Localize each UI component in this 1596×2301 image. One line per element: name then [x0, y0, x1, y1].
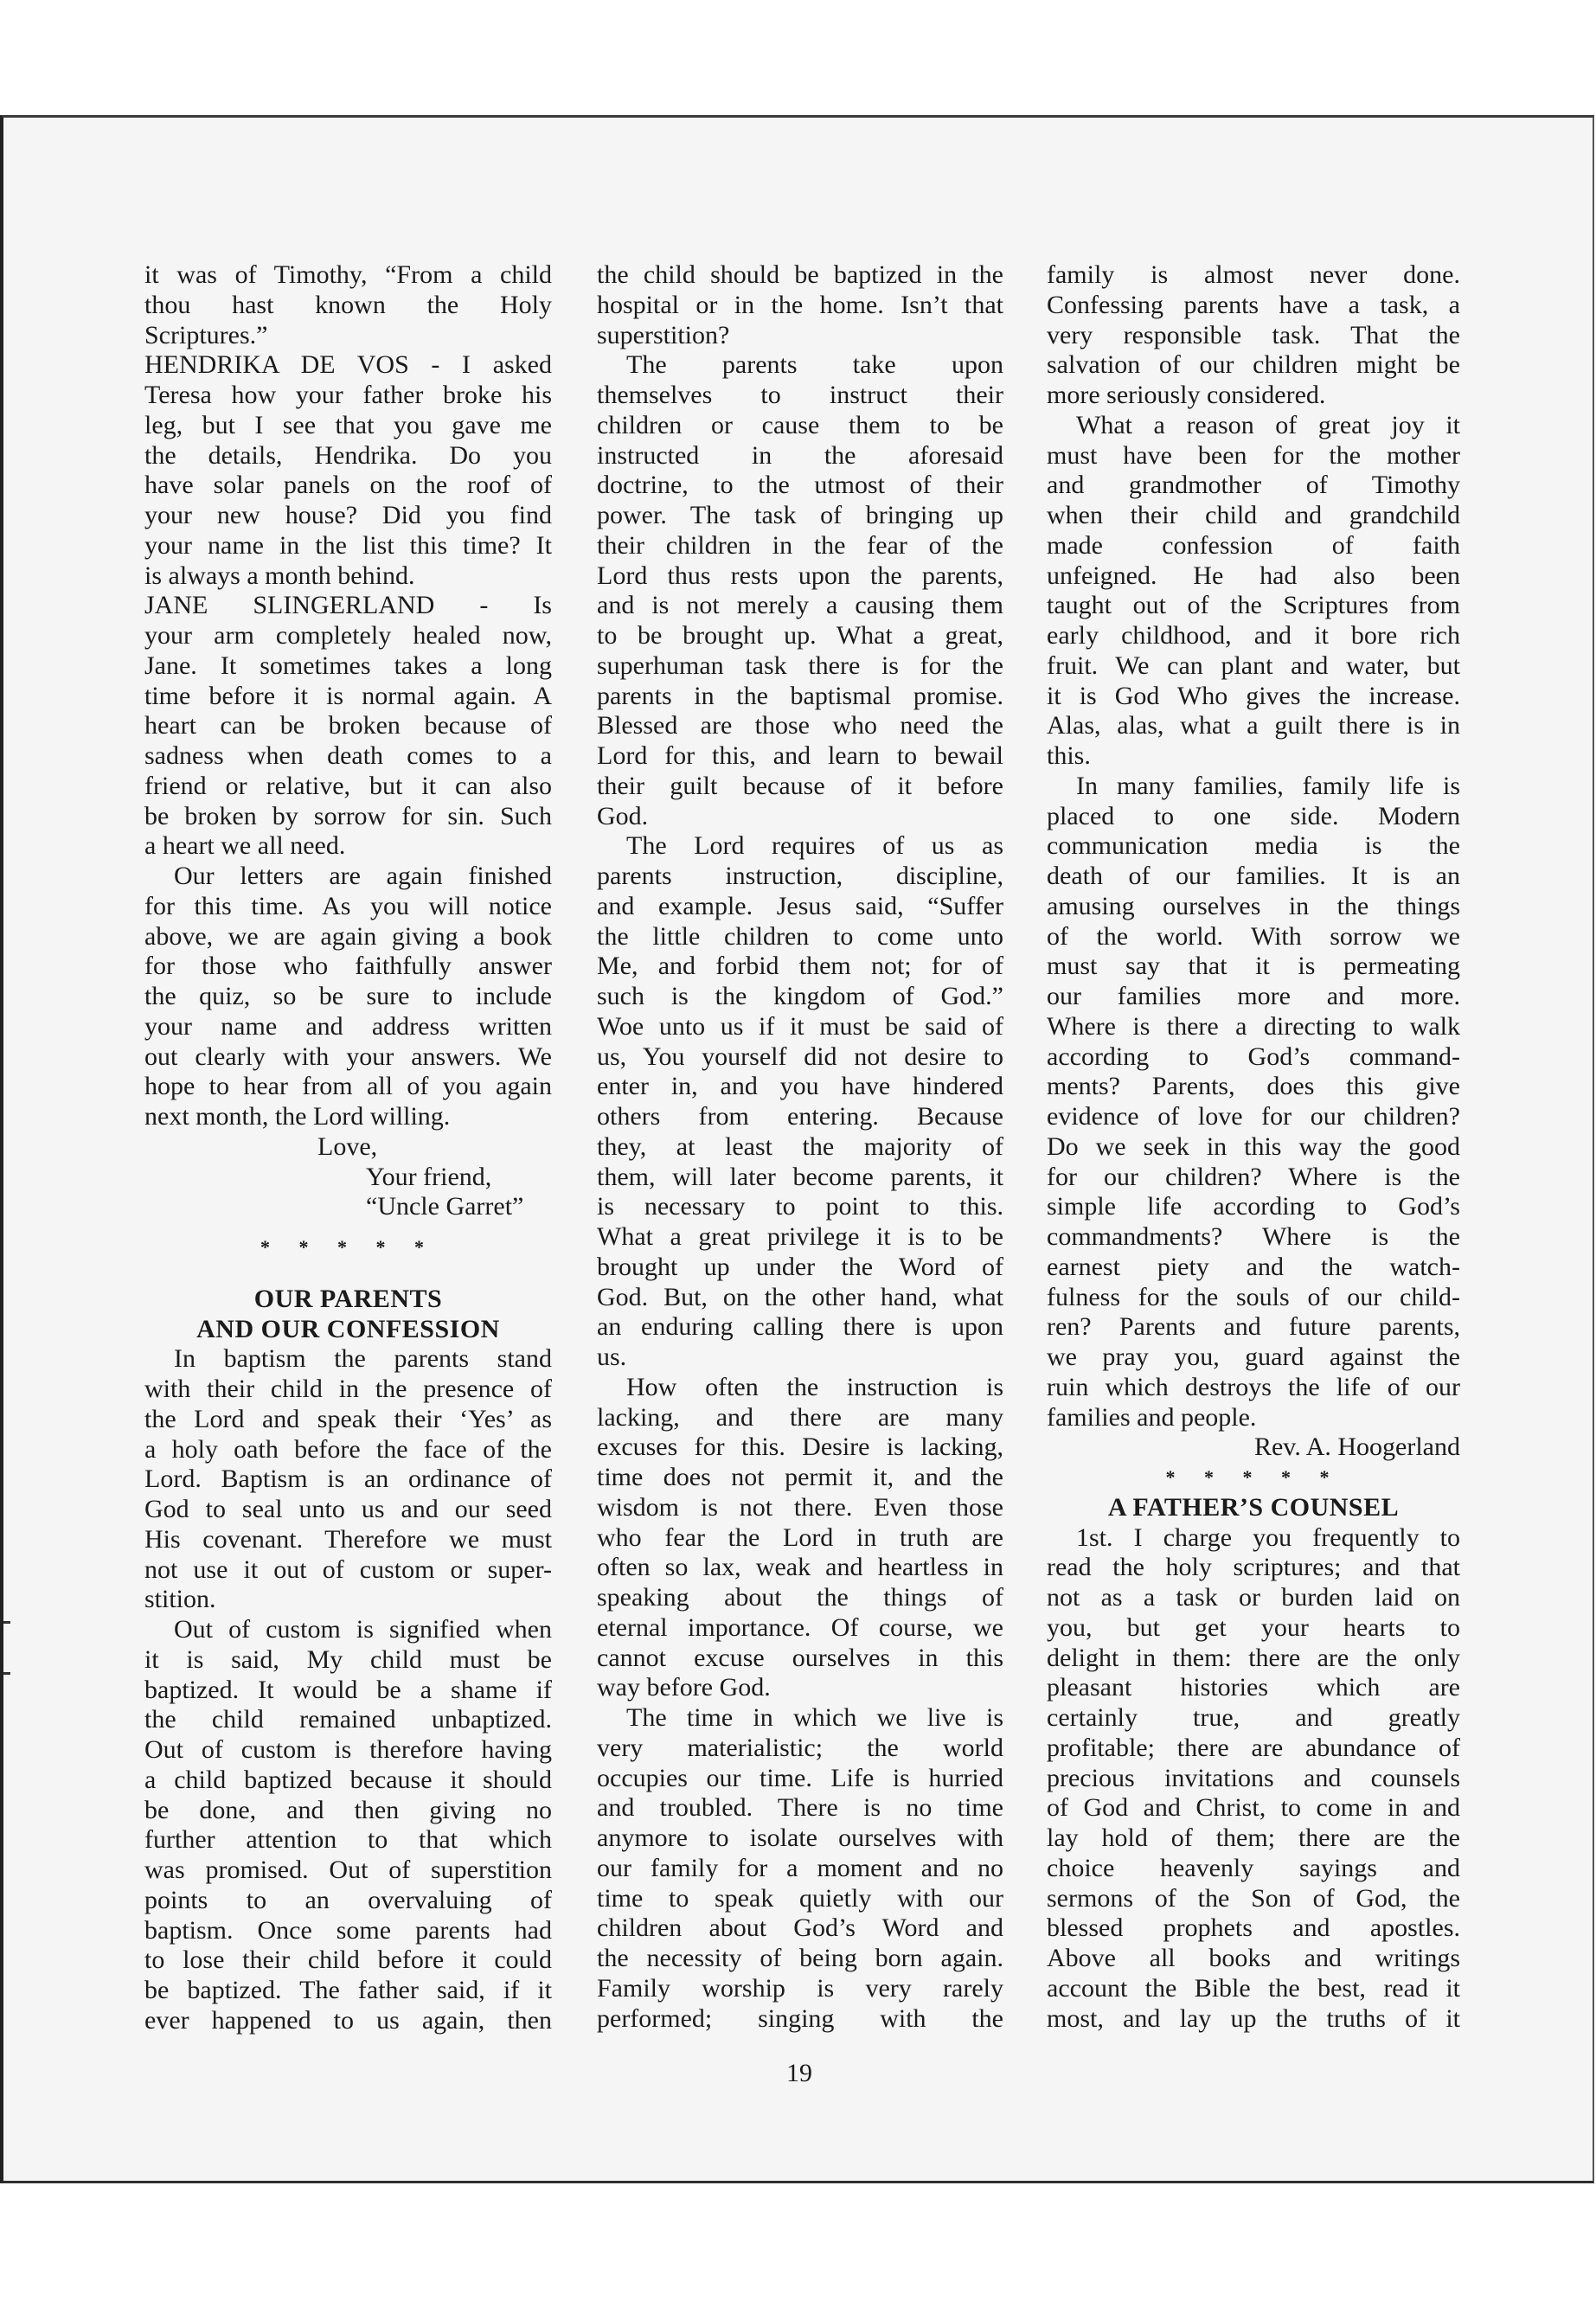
text-line: it is said, My child must be [144, 1644, 552, 1674]
text-line: performed; singing with the [597, 2003, 1003, 2033]
text-line: power. The task of bringing up [597, 501, 1003, 529]
text-line: earnest piety and the watch- [1047, 1252, 1460, 1281]
text-line: Confessing parents have a task, a [1047, 290, 1460, 319]
text-line: next month, the Lord willing. [144, 1102, 451, 1131]
text-line: for our children? Where is the [1047, 1162, 1460, 1191]
text-line: 1st. I charge you frequently to [1076, 1522, 1460, 1552]
text-line: God. But, on the other hand, what [597, 1282, 1003, 1311]
text-line: amusing ourselves in the things [1047, 891, 1460, 920]
text-line: out clearly with your answers. We [144, 1042, 552, 1071]
text-line: early childhood, and it bore rich [1047, 621, 1460, 650]
text-line: you, but get your hearts to [1047, 1612, 1460, 1642]
text-line: cannot excuse ourselves in this [597, 1643, 1003, 1672]
text-line: evidence of love for our children? [1047, 1102, 1460, 1131]
text-line: Our letters are again finished [174, 862, 552, 890]
text-line: further attention to that which [144, 1825, 552, 1855]
text-line: friend or relative, but it can also [144, 771, 552, 800]
text-line: instructed in the aforesaid [597, 440, 1003, 470]
text-line: it is God Who gives the increase. [1047, 681, 1460, 710]
text-line: when their child and grandchild [1047, 501, 1460, 529]
page-number: 19 [786, 2059, 812, 2087]
section-heading: A FATHER’S COUNSEL [1107, 1492, 1400, 1522]
text-line: Jane. It sometimes takes a long [144, 651, 552, 680]
text-line: your new house? Did you find [144, 501, 552, 529]
text-line: Lord. Baptism is an ordinance of [144, 1465, 552, 1494]
text-line: not use it out of custom or super- [144, 1554, 552, 1584]
text-line: In many families, family life is [1076, 771, 1460, 800]
text-line: doctrine, to the utmost of their [597, 471, 1003, 500]
text-line: the little children to come unto [597, 921, 1003, 951]
text-line: our family for a moment and no [597, 1853, 1003, 1882]
text-line: commandments? Where is the [1047, 1222, 1460, 1251]
text-line: Teresa how your father broke his [144, 381, 552, 409]
text-line: we pray you, guard against the [1047, 1343, 1460, 1371]
text-line: precious invitations and counsels [1047, 1763, 1460, 1792]
text-line: baptism. Once some parents had [144, 1915, 552, 1945]
text-line: leg, but I see that you gave me [144, 410, 552, 439]
text-line: Where is there a directing to walk [1047, 1011, 1460, 1041]
text-line: What a reason of great joy it [1076, 410, 1460, 439]
text-line: points to an overvaluing of [144, 1885, 552, 1914]
letter-closing: Your friend, [366, 1162, 492, 1191]
text-line: our families more and more. [1047, 982, 1460, 1010]
text-line: us. [597, 1343, 627, 1371]
text-line: the details, Hendrika. Do you [144, 440, 552, 470]
text-line: Me, and forbid them not; for of [597, 952, 1003, 981]
text-line: for those who faithfully answer [144, 952, 552, 981]
text-line: read the holy scriptures; and that [1047, 1553, 1460, 1582]
text-line: salvation of our children might be [1047, 350, 1460, 380]
text-line: pleasant histories which are [1047, 1673, 1460, 1702]
text-line: is always a month behind. [144, 561, 415, 590]
section-heading: AND OUR CONFESSION [196, 1314, 500, 1343]
text-line: they, at least the majority of [597, 1131, 1003, 1161]
text-line: the necessity of being born again. [597, 1944, 1003, 1972]
text-line: family is almost never done. [1047, 260, 1460, 289]
section-heading: OUR PARENTS [253, 1284, 443, 1313]
text-line: choice heavenly sayings and [1047, 1853, 1460, 1882]
text-line: anymore to isolate ourselves with [597, 1823, 1003, 1852]
text-line: a child baptized because it should [144, 1765, 552, 1794]
text-line: and example. Jesus said, “Suffer [597, 891, 1003, 920]
text-line: speaking about the things of [597, 1583, 1003, 1612]
text-line: heart can be broken because of [144, 711, 552, 740]
text-line: made confession of faith [1047, 530, 1460, 560]
text-line: to lose their child before it could [144, 1945, 552, 1975]
text-line: must have been for the mother [1047, 440, 1460, 470]
text-line: a heart we all need. [144, 831, 346, 861]
text-line: ments? Parents, does this give [1047, 1072, 1460, 1101]
text-line: parents in the baptismal promise. [597, 681, 1003, 710]
text-line: of the world. With sorrow we [1047, 921, 1460, 951]
text-line: who fear the Lord in truth are [597, 1522, 1003, 1552]
text-line: How often the instruction is [626, 1372, 1003, 1401]
text-line: death of our families. It is an [1047, 862, 1460, 890]
text-line: God. [597, 801, 649, 830]
text-line: Woe unto us if it must be said of [597, 1011, 1003, 1041]
text-line: not as a task or burden laid on [1047, 1583, 1460, 1612]
text-line: blessed prophets and apostles. [1047, 1913, 1460, 1943]
text-line: and grandmother of Timothy [1047, 471, 1460, 500]
text-line: lacking, and there are many [597, 1402, 1003, 1432]
text-line: ever happened to us again, then [144, 2005, 552, 2035]
text-line: time before it is normal again. A [144, 681, 552, 710]
scanned-page [0, 115, 1594, 2183]
text-line: superstition? [597, 320, 730, 349]
text-line: Blessed are those who need the [597, 711, 1003, 740]
text-line: Do we seek in this way the good [1047, 1131, 1460, 1161]
text-line: is necessary to point to this. [597, 1192, 1003, 1221]
text-line: us, You yourself did not desire to [597, 1042, 1003, 1071]
text-line: with their child in the presence of [144, 1375, 552, 1403]
text-line: be baptized. The father said, if it [144, 1976, 552, 2004]
text-line: be done, and then giving no [144, 1795, 552, 1824]
text-line: hospital or in the home. Isn’t that [597, 290, 1003, 319]
text-line: others from entering. Because [597, 1102, 1003, 1131]
text-line: His covenant. Therefore we must [144, 1524, 552, 1554]
text-line: Family worship is very rarely [597, 1973, 1003, 2003]
text-line: What a great privilege it is to be [597, 1222, 1003, 1251]
text-line: to be brought up. What a great, [597, 621, 1003, 650]
letter-closing: Love, [317, 1131, 378, 1161]
text-line: ren? Parents and future parents, [1047, 1312, 1460, 1342]
text-line: the Lord and speak their ‘Yes’ as [144, 1404, 552, 1433]
text-line: The parents take upon [626, 350, 1003, 380]
text-line: Scriptures.” [144, 320, 268, 349]
text-line: profitable; there are abundance of [1047, 1733, 1460, 1762]
text-line: lay hold of them; there are the [1047, 1823, 1460, 1852]
text-line: must say that it is permeating [1047, 952, 1460, 981]
text-line: Out of custom is signified when [174, 1615, 552, 1644]
text-line: placed to one side. Modern [1047, 801, 1460, 830]
text-line: superhuman task there is for the [597, 651, 1003, 680]
text-line: delight in them: there are the only [1047, 1643, 1460, 1672]
text-line: for this time. As you will notice [144, 891, 552, 920]
text-line: baptized. It would be a shame if [144, 1675, 552, 1704]
text-line: account the Bible the best, read it [1047, 1973, 1460, 2003]
text-line: children or cause them to be [597, 410, 1003, 439]
text-line: enter in, and you have hindered [597, 1072, 1003, 1101]
text-line: a holy oath before the face of the [144, 1434, 552, 1464]
text-line: them, will later become parents, it [597, 1162, 1003, 1191]
text-line: it was of Timothy, “From a child [144, 260, 552, 289]
text-line: your name and address written [144, 1011, 552, 1041]
section-separator-stars: * * * * * [260, 1236, 436, 1258]
text-line: ruin which destroys the life of our [1047, 1372, 1460, 1401]
text-line: families and people. [1047, 1402, 1257, 1432]
text-line: most, and lay up the truths of it [1047, 2003, 1460, 2033]
text-line: Lord thus rests upon the parents, [597, 561, 1003, 590]
text-line: The time in which we live is [626, 1703, 1003, 1732]
text-line: children about God’s Word and [597, 1913, 1003, 1943]
text-line: Alas, alas, what a guilt there is in [1047, 711, 1460, 740]
text-line: certainly true, and greatly [1047, 1703, 1460, 1732]
text-line: HENDRIKA DE VOS - I asked [144, 350, 552, 380]
text-line: fruit. We can plant and water, but [1047, 651, 1460, 680]
text-line: very responsible task. That the [1047, 320, 1460, 349]
text-line: parents instruction, discipline, [597, 862, 1003, 890]
text-line: sadness when death comes to a [144, 741, 552, 770]
text-line: unfeigned. He had also been [1047, 561, 1460, 590]
text-line: Lord for this, and learn to bewail [597, 741, 1003, 770]
letter-closing: “Uncle Garret” [366, 1192, 524, 1221]
section-separator-stars: * * * * * [1165, 1466, 1342, 1488]
text-line: simple life according to God’s [1047, 1192, 1460, 1221]
text-line: and troubled. There is no time [597, 1793, 1003, 1823]
text-line: Above all books and writings [1047, 1944, 1460, 1972]
text-line: Out of custom is therefore having [144, 1735, 552, 1764]
text-line: the child remained unbaptized. [144, 1705, 552, 1734]
text-line: brought up under the Word of [597, 1252, 1003, 1281]
author-signature: Rev. A. Hoogerland [1253, 1433, 1460, 1462]
text-line: stition. [144, 1585, 216, 1614]
text-line: hope to hear from all of you again [144, 1072, 552, 1101]
text-line: In baptism the parents stand [174, 1344, 552, 1374]
text-line: excuses for this. Desire is lacking, [597, 1433, 1003, 1462]
text-line: above, we are again giving a book [144, 921, 552, 951]
text-line: their guilt because of it before [597, 771, 1003, 800]
text-line: wisdom is not there. Even those [597, 1492, 1003, 1522]
text-line: of God and Christ, to come in and [1047, 1793, 1460, 1823]
text-line: communication media is the [1047, 831, 1460, 861]
text-line: God to seal unto us and our seed [144, 1495, 552, 1523]
scan-edge-mark [3, 1672, 10, 1675]
text-line: way before God. [597, 1673, 771, 1702]
text-line: very materialistic; the world [597, 1733, 1003, 1762]
text-line: the child should be baptized in the [597, 260, 1003, 289]
text-line: taught out of the Scriptures from [1047, 591, 1460, 620]
text-line: occupies our time. Life is hurried [597, 1763, 1003, 1792]
text-line: such is the kingdom of God.” [597, 982, 1003, 1010]
text-line: your arm completely healed now, [144, 621, 552, 650]
text-line: and is not merely a causing them [597, 591, 1003, 620]
scan-edge-mark [3, 1621, 10, 1624]
text-line: the quiz, so be sure to include [144, 982, 552, 1010]
text-line: The Lord requires of us as [626, 831, 1003, 861]
text-line: themselves to instruct their [597, 381, 1003, 409]
text-line: their children in the fear of the [597, 530, 1003, 560]
text-line: eternal importance. Of course, we [597, 1612, 1003, 1642]
text-line: more seriously considered. [1047, 381, 1326, 409]
text-line: be broken by sorrow for sin. Such [144, 801, 552, 830]
text-line: have solar panels on the roof of [144, 471, 552, 500]
text-line: according to God’s command- [1047, 1042, 1460, 1071]
text-line: time to speak quietly with our [597, 1883, 1003, 1913]
text-line: sermons of the Son of God, the [1047, 1883, 1460, 1913]
text-line: was promised. Out of superstition [144, 1856, 552, 1884]
text-line: this. [1047, 741, 1091, 770]
text-line: time does not permit it, and the [597, 1463, 1003, 1491]
text-line: JANE SLINGERLAND - Is [144, 591, 552, 620]
text-line: often so lax, weak and heartless in [597, 1553, 1003, 1582]
text-line: thou hast known the Holy [144, 290, 552, 319]
text-line: fulness for the souls of our child- [1047, 1282, 1460, 1311]
text-line: your name in the list this time? It [144, 530, 552, 560]
text-line: an enduring calling there is upon [597, 1312, 1003, 1342]
